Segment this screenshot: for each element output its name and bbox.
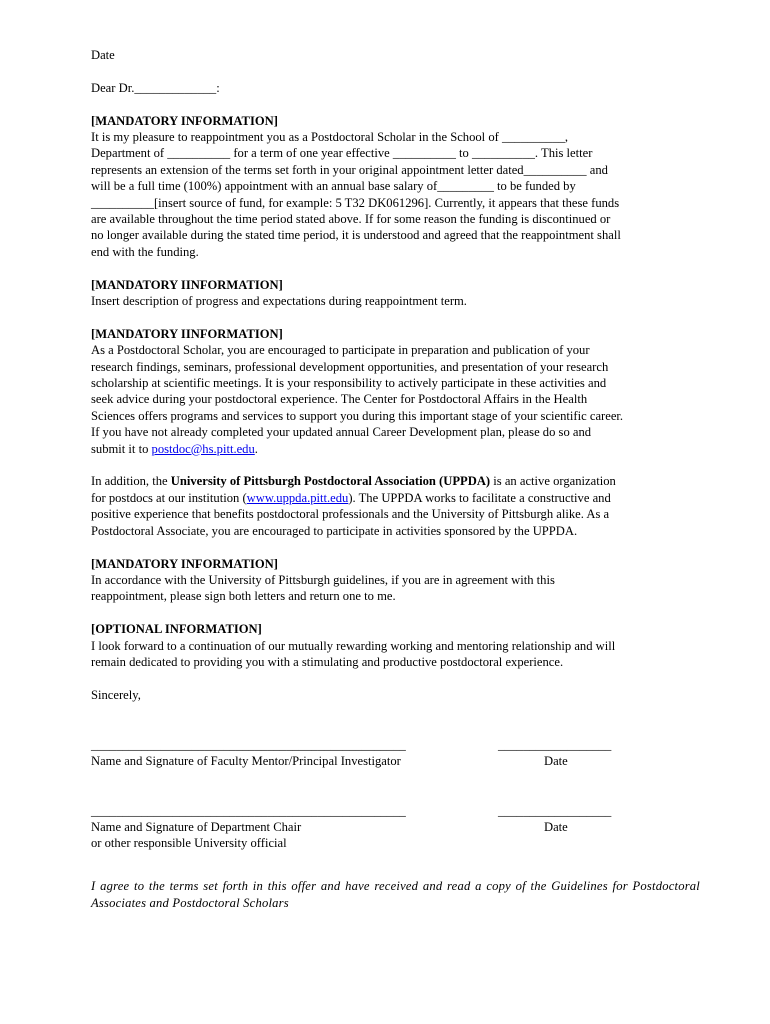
paragraph-line: As a Postdoctoral Scholar, you are encouraged to participate in preparation and publication of your: [91, 343, 590, 358]
closing: Sincerely,: [91, 687, 141, 702]
mentor-signature-label: Name and Signature of Faculty Mentor/Principal Investigator: [91, 754, 401, 769]
date-label: Date: [544, 820, 568, 835]
paragraph-line: Insert description of progress and expectations during reappointment term.: [91, 294, 467, 309]
paragraph-line: reappointment, please sign both letters and return one to me.: [91, 589, 396, 604]
paragraph-line: represents an extension of the terms set forth in your original appointment letter dated__________ and: [91, 162, 608, 177]
section-development: [91, 326, 700, 457]
section-agreement: [91, 556, 700, 605]
signature-line[interactable]: __________________________________________________: [91, 738, 406, 753]
section-heading: [MANDATORY INFORMATION]: [91, 556, 278, 571]
paragraph-line: are available throughout the time period stated above. If for some reason the funding is discontinued or: [91, 212, 611, 227]
paragraph-line: Sciences offers programs and services to support you during this important stage of your scientific career.: [91, 408, 624, 423]
paragraph-line: remain dedicated to providing you with a stimulating and productive postdoctoral experience.: [91, 654, 564, 669]
section-optional: [91, 621, 700, 670]
text-span: is an active organization: [490, 474, 616, 489]
signature-line[interactable]: __________________________________________________: [91, 804, 406, 819]
date-signature-line[interactable]: __________________: [498, 804, 612, 819]
paragraph-line: Department of __________ for a term of one year effective __________ to __________. This letter: [91, 146, 593, 161]
uppda-name: University of Pittsburgh Postdoctoral Association (UPPDA): [170, 474, 491, 489]
uppda-website-link[interactable]: www.uppda.pitt.edu: [246, 490, 349, 505]
text-span: ). The UPPDA works to facilitate a constructive and: [348, 490, 611, 505]
section-heading: [OPTIONAL INFORMATION]: [91, 622, 262, 637]
chair-signature-label: Name and Signature of Department Chair: [91, 820, 302, 835]
paragraph-line: __________[insert source of fund, for example: 5 T32 DK061296]. Currently, it appears that these funds: [91, 195, 620, 210]
mentor-signature-block: [91, 737, 700, 785]
paragraph-line: seek advice during your postdoctoral experience. The Center for Postdoctoral Affairs in the Health: [91, 392, 588, 407]
paragraph-line: scholarship at scientific meetings. It is your responsibility to actively participate in these activities and: [91, 376, 607, 391]
date-signature-line[interactable]: __________________: [498, 738, 612, 753]
text-span: In addition, the: [91, 474, 171, 489]
paragraph-line: I look forward to a continuation of our mutually rewarding working and mentoring relationship and will: [91, 638, 616, 653]
paragraph-line: It is my pleasure to reappointment you as a Postdoctoral Scholar in the School of __________,: [91, 130, 569, 144]
text-span: for postdocs at our institution (: [91, 490, 247, 505]
paragraph-line: positive experience that benefits postdoctoral professionals and the University of Pittsburgh alike. As a: [91, 507, 610, 522]
section-heading: [MANDATORY IINFORMATION]: [91, 277, 283, 292]
paragraph-line: end with the funding.: [91, 244, 199, 259]
chair-signature-block: [91, 803, 700, 869]
section-progress: [91, 277, 700, 310]
paragraph-line: [91, 473, 700, 489]
paragraph-line: no longer available during the stated time period, it is understood and agreed that the reappointment shall: [91, 228, 621, 243]
section-uppda: [91, 473, 700, 539]
salutation: Dear Dr._____________:: [91, 80, 220, 95]
section-heading: [MANDATORY IINFORMATION]: [91, 326, 283, 341]
section-heading: [MANDATORY INFORMATION]: [91, 113, 278, 128]
text-span: .: [254, 441, 258, 456]
paragraph-line: will be a full time (100%) appointment with an annual base salary of_________ to be funded by: [91, 179, 576, 194]
text-span: submit it to: [91, 441, 152, 456]
paragraph-line: Postdoctoral Associate, you are encouraged to participate in activities sponsored by the UPPDA.: [91, 523, 578, 538]
paragraph-line: research findings, seminars, professional development opportunities, and presentation of your research: [91, 359, 609, 374]
paragraph-line: In accordance with the University of Pittsburgh guidelines, if you are in agreement with this: [91, 572, 555, 587]
date-label: Date: [544, 754, 568, 769]
paragraph-line: If you have not already completed your updated annual Career Development plan, please do so and: [91, 425, 592, 440]
paragraph-line: [91, 490, 700, 506]
chair-signature-label-2: or other responsible University official: [91, 836, 287, 851]
date-label: Date: [91, 48, 115, 62]
email-link[interactable]: postdoc@hs.pitt.edu: [151, 441, 255, 456]
paragraph-line: [91, 441, 700, 457]
acknowledgement-statement: I agree to the terms set forth in this offer and have received and read a copy of the Guidelines for Postdoctoral Associates and Postdoctoral Scholars: [91, 879, 700, 910]
section-appointment: [91, 113, 700, 261]
